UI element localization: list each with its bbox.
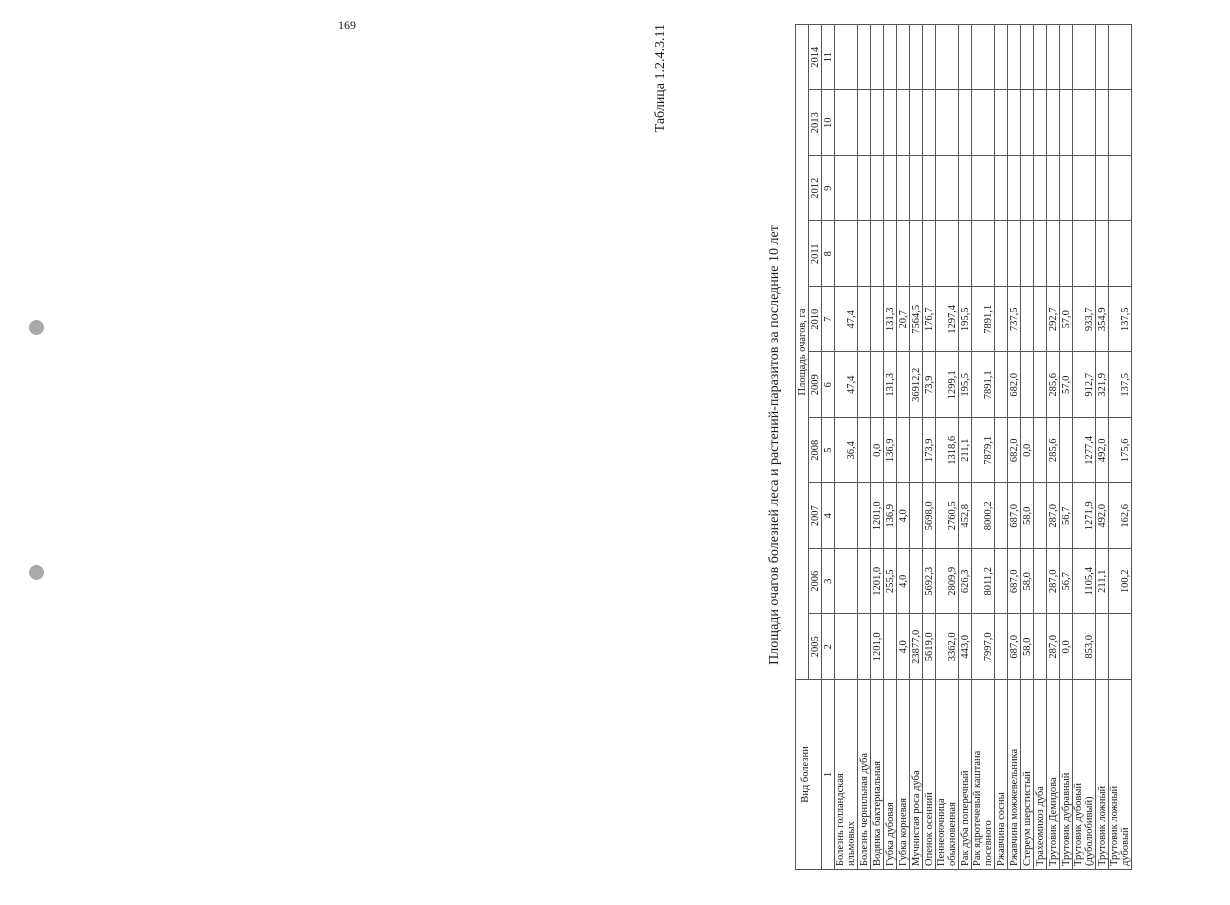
area-value-cell <box>1047 156 1060 222</box>
disease-name-line: Трутовик ложный <box>1097 785 1108 866</box>
area-value-cell <box>1047 90 1060 156</box>
area-value-cell: 7891,1 <box>972 287 995 353</box>
column-group-header-area: Площадь очагов, га <box>796 24 809 679</box>
area-value-cell <box>959 221 972 287</box>
area-value-cell: 211,1 <box>959 418 972 484</box>
area-value-cell <box>871 221 884 287</box>
area-value-cell <box>1060 156 1073 222</box>
disease-name-cell <box>1021 680 1034 870</box>
area-value-cell: 1271,9 <box>1073 483 1096 549</box>
table-row <box>884 24 897 869</box>
area-value-cell <box>871 90 884 156</box>
area-value-cell <box>1073 90 1096 156</box>
area-value-cell <box>995 614 1008 680</box>
disease-name-line: Стереум шерстистый <box>1022 771 1033 866</box>
area-value-cell: 131,3 <box>884 352 897 418</box>
year-header: 2013 <box>809 90 822 156</box>
disease-area-table <box>795 24 1132 870</box>
area-value-cell: 933,7 <box>1073 287 1096 353</box>
area-value-cell <box>972 24 995 90</box>
area-value-cell: 1277,4 <box>1073 418 1096 484</box>
area-value-cell <box>1073 221 1096 287</box>
area-value-cell <box>1008 24 1021 90</box>
area-value-cell: 452,8 <box>959 483 972 549</box>
table-row <box>871 24 884 869</box>
area-value-cell <box>884 221 897 287</box>
table-title: Площади очагов болезней леса и растений-паразитов за последние 10 лет <box>767 225 782 665</box>
area-value-cell: 136,9 <box>884 418 897 484</box>
area-value-cell <box>910 418 923 484</box>
area-value-cell: 492,0 <box>1096 483 1109 549</box>
area-value-cell <box>910 221 923 287</box>
area-value-cell <box>1060 221 1073 287</box>
area-value-cell: 1201,0 <box>871 614 884 680</box>
year-header: 2009 <box>809 352 822 418</box>
column-number: 3 <box>822 549 835 615</box>
area-value-cell <box>884 24 897 90</box>
column-number: 5 <box>822 418 835 484</box>
area-value-cell <box>897 90 910 156</box>
area-value-cell <box>1021 24 1034 90</box>
area-value-cell <box>1073 156 1096 222</box>
area-value-cell: 255,5 <box>884 549 897 615</box>
area-value-cell: 687,0 <box>1008 483 1021 549</box>
area-value-cell <box>835 549 858 615</box>
area-value-cell <box>884 614 897 680</box>
area-value-cell: 58,0 <box>1021 614 1034 680</box>
area-value-cell <box>1034 483 1047 549</box>
area-value-cell <box>858 549 871 615</box>
disease-name-line: Ржавчина можжевельника <box>1009 748 1020 866</box>
disease-name-cell <box>1047 680 1060 870</box>
disease-name-cell <box>1060 680 1073 870</box>
area-value-cell <box>1073 24 1096 90</box>
area-value-cell: 5698,0 <box>923 483 936 549</box>
area-value-cell <box>995 418 1008 484</box>
disease-name-cell <box>936 680 959 870</box>
area-value-cell <box>897 221 910 287</box>
disease-name-line: ильмовых <box>846 821 857 866</box>
disease-name-line: дубовый <box>1120 827 1131 866</box>
year-header: 2005 <box>809 614 822 680</box>
area-value-cell <box>1021 221 1034 287</box>
area-value-cell <box>1021 352 1034 418</box>
area-value-cell <box>835 614 858 680</box>
area-value-cell <box>1109 221 1132 287</box>
area-value-cell: 8000,2 <box>972 483 995 549</box>
year-header: 2011 <box>809 221 822 287</box>
area-value-cell: 176,7 <box>923 287 936 353</box>
area-value-cell <box>897 24 910 90</box>
area-value-cell <box>884 90 897 156</box>
year-header: 2012 <box>809 156 822 222</box>
disease-name-cell <box>858 680 871 870</box>
area-value-cell: 292,7 <box>1047 287 1060 353</box>
disease-name-line: Мучнистая роса дуба <box>911 770 922 866</box>
area-value-cell <box>995 156 1008 222</box>
area-value-cell <box>1096 614 1109 680</box>
area-value-cell <box>1109 156 1132 222</box>
area-value-cell <box>1034 24 1047 90</box>
area-value-cell <box>910 156 923 222</box>
area-value-cell <box>936 90 959 156</box>
area-value-cell: 175,6 <box>1109 418 1132 484</box>
area-value-cell: 7879,1 <box>972 418 995 484</box>
table-number: Таблица 1.2.4.3.11 <box>653 24 668 133</box>
table-row <box>1060 24 1073 869</box>
disease-name-line: Трутовик дубравный <box>1061 772 1072 866</box>
area-value-cell <box>995 221 1008 287</box>
table-row <box>936 24 959 869</box>
area-value-cell: 7891,1 <box>972 352 995 418</box>
disease-name-line: Трутовик дубовый <box>1073 782 1084 866</box>
area-value-cell: 195,5 <box>959 352 972 418</box>
disease-name-cell <box>1034 680 1047 870</box>
disease-name-cell <box>835 680 858 870</box>
table-row <box>858 24 871 869</box>
area-value-cell <box>972 221 995 287</box>
area-value-cell: 687,0 <box>1008 614 1021 680</box>
area-value-cell <box>923 221 936 287</box>
disease-name-line: Рак дуба поперечный <box>960 770 971 866</box>
area-value-cell <box>910 549 923 615</box>
disease-name-line: обыкновенная <box>947 802 958 866</box>
rotated-table-block <box>640 20 1230 870</box>
area-value-cell <box>995 90 1008 156</box>
area-value-cell: 7564,5 <box>910 287 923 353</box>
table-row <box>1096 24 1109 869</box>
area-value-cell: 1299,1 <box>936 352 959 418</box>
area-value-cell <box>1034 614 1047 680</box>
area-value-cell: 626,3 <box>959 549 972 615</box>
area-value-cell: 5619,0 <box>923 614 936 680</box>
area-value-cell <box>923 90 936 156</box>
area-value-cell <box>959 24 972 90</box>
area-value-cell <box>1034 221 1047 287</box>
area-value-cell: 853,0 <box>1073 614 1096 680</box>
column-number: 2 <box>822 614 835 680</box>
table-row <box>972 24 995 869</box>
disease-name-cell <box>959 680 972 870</box>
area-value-cell <box>835 90 858 156</box>
area-value-cell <box>1008 221 1021 287</box>
area-value-cell: 321,9 <box>1096 352 1109 418</box>
area-value-cell: 4,0 <box>897 483 910 549</box>
disease-name-cell <box>1096 680 1109 870</box>
area-value-cell: 1105,4 <box>1073 549 1096 615</box>
area-value-cell: 0,0 <box>1060 614 1073 680</box>
area-value-cell: 354,9 <box>1096 287 1109 353</box>
disease-name-cell <box>871 680 884 870</box>
column-number: 11 <box>822 24 835 90</box>
table-row <box>897 24 910 869</box>
disease-name-line: (дуболюбивый) <box>1084 796 1095 866</box>
disease-name-cell <box>884 680 897 870</box>
table-row <box>923 24 936 869</box>
table-row <box>910 24 923 869</box>
area-value-cell <box>1109 614 1132 680</box>
year-header: 2008 <box>809 418 822 484</box>
area-value-cell <box>1034 418 1047 484</box>
table-row <box>1034 24 1047 869</box>
area-value-cell <box>897 156 910 222</box>
area-value-cell <box>1109 24 1132 90</box>
area-value-cell: 47,4 <box>835 287 858 353</box>
area-value-cell: 136,9 <box>884 483 897 549</box>
disease-name-line: Пеннеоючница <box>936 798 947 866</box>
area-value-cell: 492,0 <box>1096 418 1109 484</box>
area-value-cell <box>871 156 884 222</box>
area-value-cell <box>972 90 995 156</box>
area-value-cell <box>897 418 910 484</box>
area-value-cell <box>972 156 995 222</box>
area-value-cell: 131,3 <box>884 287 897 353</box>
area-value-cell <box>835 483 858 549</box>
disease-name-cell <box>910 680 923 870</box>
area-value-cell <box>995 549 1008 615</box>
area-value-cell: 58,0 <box>1021 549 1034 615</box>
area-value-cell <box>1034 287 1047 353</box>
disease-name-line: Губка корневая <box>898 797 909 866</box>
area-value-cell <box>1060 90 1073 156</box>
area-value-cell: 58,0 <box>1021 483 1034 549</box>
disease-name-line: Болезнь чернильная дуба <box>859 753 870 866</box>
area-value-cell <box>871 352 884 418</box>
area-value-cell: 1201,0 <box>871 483 884 549</box>
area-value-cell <box>1060 418 1073 484</box>
disease-name-line: Ржавчина сосны <box>996 792 1007 866</box>
area-value-cell: 100,2 <box>1109 549 1132 615</box>
area-value-cell <box>897 352 910 418</box>
area-value-cell <box>858 614 871 680</box>
area-value-cell: 56,7 <box>1060 483 1073 549</box>
disease-name-line: Трахеомикоз дуба <box>1035 786 1046 866</box>
area-value-cell <box>1008 156 1021 222</box>
area-value-cell <box>1096 221 1109 287</box>
area-value-cell: 137,5 <box>1109 352 1132 418</box>
area-value-cell: 57,0 <box>1060 352 1073 418</box>
area-value-cell <box>858 418 871 484</box>
area-value-cell: 4,0 <box>897 614 910 680</box>
area-value-cell: 287,0 <box>1047 614 1060 680</box>
area-value-cell <box>1034 90 1047 156</box>
area-value-cell: 7997,0 <box>972 614 995 680</box>
area-value-cell <box>835 24 858 90</box>
area-value-cell: 285,6 <box>1047 418 1060 484</box>
table-row <box>1073 24 1096 869</box>
area-value-cell <box>1034 549 1047 615</box>
table-row <box>835 24 858 869</box>
area-value-cell: 57,0 <box>1060 287 1073 353</box>
area-value-cell: 1318,6 <box>936 418 959 484</box>
area-value-cell: 682,0 <box>1008 352 1021 418</box>
area-value-cell <box>858 24 871 90</box>
area-value-cell: 73,9 <box>923 352 936 418</box>
area-value-cell: 1201,0 <box>871 549 884 615</box>
area-value-cell <box>1047 221 1060 287</box>
area-value-cell: 287,0 <box>1047 483 1060 549</box>
area-value-cell <box>1021 156 1034 222</box>
area-value-cell <box>858 221 871 287</box>
area-value-cell <box>1008 90 1021 156</box>
area-value-cell: 0,0 <box>1021 418 1034 484</box>
area-value-cell <box>858 483 871 549</box>
area-value-cell: 2809,9 <box>936 549 959 615</box>
area-value-cell <box>1034 156 1047 222</box>
area-value-cell: 0,0 <box>871 418 884 484</box>
area-value-cell: 5692,3 <box>923 549 936 615</box>
disease-name-cell <box>897 680 910 870</box>
year-header: 2014 <box>809 24 822 90</box>
column-header-disease: Вид болезни <box>796 680 822 870</box>
disease-name-cell <box>1109 680 1132 870</box>
area-value-cell: 56,7 <box>1060 549 1073 615</box>
area-value-cell <box>995 24 1008 90</box>
area-value-cell: 3362,0 <box>936 614 959 680</box>
column-number: 4 <box>822 483 835 549</box>
area-value-cell <box>871 287 884 353</box>
area-value-cell: 8011,2 <box>972 549 995 615</box>
disease-name-cell <box>1073 680 1096 870</box>
area-value-cell: 4,0 <box>897 549 910 615</box>
area-value-cell <box>884 156 897 222</box>
area-value-cell: 36,4 <box>835 418 858 484</box>
area-value-cell: 1297,4 <box>936 287 959 353</box>
area-value-cell: 195,5 <box>959 287 972 353</box>
area-value-cell <box>910 24 923 90</box>
area-value-cell <box>1034 352 1047 418</box>
area-value-cell <box>936 24 959 90</box>
area-value-cell <box>959 156 972 222</box>
area-value-cell: 23877,0 <box>910 614 923 680</box>
area-value-cell <box>1096 90 1109 156</box>
area-value-cell <box>858 352 871 418</box>
area-value-cell: 287,0 <box>1047 549 1060 615</box>
disease-name-line: Трутовик ложный <box>1109 785 1120 866</box>
area-value-cell: 443,0 <box>959 614 972 680</box>
table-row <box>995 24 1008 869</box>
area-value-cell <box>936 156 959 222</box>
area-value-cell: 687,0 <box>1008 549 1021 615</box>
area-value-cell: 162,6 <box>1109 483 1132 549</box>
year-header: 2006 <box>809 549 822 615</box>
area-value-cell <box>1021 90 1034 156</box>
area-value-cell <box>910 483 923 549</box>
punch-hole-mark <box>29 320 44 335</box>
area-value-cell <box>858 287 871 353</box>
area-value-cell <box>1060 24 1073 90</box>
disease-name-line: Болезнь голландская <box>835 773 846 866</box>
page-number: 169 <box>338 18 356 32</box>
disease-name-line: Трутовик Демидова <box>1048 777 1059 866</box>
area-value-cell: 20,7 <box>897 287 910 353</box>
area-value-cell <box>995 352 1008 418</box>
disease-name-line: Губка дубовая <box>885 802 896 866</box>
table-row <box>959 24 972 869</box>
table-row <box>1021 24 1034 869</box>
area-value-cell <box>858 90 871 156</box>
area-value-cell <box>923 24 936 90</box>
column-number: 1 <box>822 680 835 870</box>
punch-hole-mark <box>29 565 44 580</box>
disease-name-line: Рак ядротечевый каштана <box>972 750 983 866</box>
table-row <box>1008 24 1021 869</box>
year-header: 2010 <box>809 287 822 353</box>
table-row <box>1047 24 1060 869</box>
area-value-cell <box>871 24 884 90</box>
area-value-cell: 737,5 <box>1008 287 1021 353</box>
column-number: 8 <box>822 221 835 287</box>
area-value-cell: 173,9 <box>923 418 936 484</box>
area-value-cell: 682,0 <box>1008 418 1021 484</box>
column-number: 6 <box>822 352 835 418</box>
area-value-cell <box>1109 90 1132 156</box>
disease-name-cell <box>995 680 1008 870</box>
disease-name-cell <box>972 680 995 870</box>
year-header: 2007 <box>809 483 822 549</box>
area-value-cell <box>910 90 923 156</box>
area-value-cell: 47,4 <box>835 352 858 418</box>
area-value-cell <box>923 156 936 222</box>
disease-name-line: посевного <box>983 820 994 866</box>
area-value-cell <box>995 287 1008 353</box>
table-row <box>1109 24 1132 869</box>
column-number: 7 <box>822 287 835 353</box>
area-value-cell <box>1021 287 1034 353</box>
disease-name-cell <box>1008 680 1021 870</box>
disease-name-line: Водянка бактериальная <box>872 761 883 866</box>
area-value-cell <box>858 156 871 222</box>
area-value-cell: 912,7 <box>1073 352 1096 418</box>
area-value-cell: 36912,2 <box>910 352 923 418</box>
area-value-cell: 211,1 <box>1096 549 1109 615</box>
column-number: 10 <box>822 90 835 156</box>
area-value-cell: 285,6 <box>1047 352 1060 418</box>
area-value-cell <box>1096 156 1109 222</box>
disease-name-cell <box>923 680 936 870</box>
area-value-cell <box>835 221 858 287</box>
area-value-cell <box>1096 24 1109 90</box>
area-value-cell <box>936 221 959 287</box>
area-value-cell: 2760,5 <box>936 483 959 549</box>
area-value-cell <box>995 483 1008 549</box>
area-value-cell <box>835 156 858 222</box>
area-value-cell: 137,5 <box>1109 287 1132 353</box>
disease-name-line: Опенок осенний <box>924 792 935 866</box>
area-value-cell <box>959 90 972 156</box>
column-number: 9 <box>822 156 835 222</box>
area-value-cell <box>1047 24 1060 90</box>
